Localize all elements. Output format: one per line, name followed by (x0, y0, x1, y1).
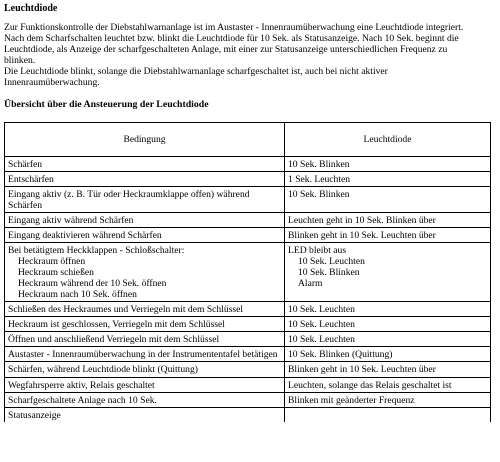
led-line: 10 Sek. Leuchten (298, 256, 365, 268)
section-title: Leuchtdiode (4, 3, 58, 14)
led-line: 10 Sek. Blinken (298, 267, 360, 279)
led-control-table (4, 122, 491, 422)
condition-cell: Schärfen, während Leuchtdiode blinkt (Quittung) (5, 362, 285, 377)
condition-cell: Schließen des Heckraumes und Verriegeln mit dem Schlüssel (5, 302, 285, 317)
table-row (5, 302, 491, 317)
led-cell: Blinken geht in 10 Sek. Leuchten über (285, 228, 491, 243)
led-cell: 10 Sek. Leuchten (285, 302, 491, 317)
led-cell: 10 Sek. Leuchten (285, 332, 491, 347)
table-row (5, 332, 491, 347)
condition-cell: Schärfen (5, 157, 285, 172)
led-cell: 10 Sek. Blinken (Quittung) (285, 347, 491, 362)
condition-line: Heckraum während der 10 Sek. öffnen (18, 278, 167, 290)
table-row (5, 377, 491, 392)
led-cell: 10 Sek. Blinken (285, 157, 491, 172)
condition-line: Bei betätigtem Heckklappen - Schloßschalter: (8, 245, 185, 257)
intro-paragraph-1: Zur Funktionskontrolle der Diebstahlwarnanlage ist im Austaster - Innenraumüberwachung eine Leuchtdiode integriert. Nach dem Scharfschalten leuchtet bzw. blinkt die Leuchtdiode für 10 Sek. als Statusanzeige. Nach 10 Sek. beginnt die Leuchtdiode, als Anzeige der scharfgeschalteten Anlage, mit einer zur Statusanzeige unterschiedlichen Frequenz zu blinken. (4, 22, 464, 67)
led-cell (285, 243, 491, 302)
condition-cell: Scharfgeschaltete Anlage nach 10 Sek. (5, 392, 285, 407)
table-row (5, 228, 491, 243)
table-row (5, 213, 491, 228)
table-row (5, 157, 491, 172)
condition-cell: Eingang deaktivieren während Schärfen (5, 228, 285, 243)
condition-cell: Statusanzeige (5, 407, 285, 422)
condition-cell: Eingang aktiv (z. B. Tür oder Heckraumklappe offen) während Schärfen (5, 187, 285, 213)
table-row (5, 243, 491, 302)
header-led: Leuchtdiode (285, 123, 491, 157)
condition-cell: Austaster - Innenraumüberwachung in der Instrumententafel betätigen (5, 347, 285, 362)
table-row (5, 317, 491, 332)
condition-cell: Wegfahrsperre aktiv, Relais geschaltet (5, 377, 285, 392)
led-cell: Blinken mit geänderter Frequenz (285, 392, 491, 407)
condition-line: Heckraum schießen (18, 267, 94, 279)
led-cell: 10 Sek. Leuchten (285, 317, 491, 332)
table-row (5, 362, 491, 377)
led-cell: Blinken geht in 10 Sek. Leuchten über (285, 362, 491, 377)
table-row (5, 187, 491, 213)
intro-text (4, 22, 474, 88)
led-line: LED bleibt aus (288, 245, 347, 257)
table-row (5, 347, 491, 362)
led-cell: 10 Sek. Blinken (285, 187, 491, 213)
led-line: Alarm (298, 278, 323, 290)
condition-cell: Heckraum ist geschlossen, Verriegeln mit dem Schlüssel (5, 317, 285, 332)
condition-cell: Entschärfen (5, 172, 285, 187)
table-row (5, 392, 491, 407)
condition-line: Heckraum nach 10 Sek. öffnen (18, 289, 137, 301)
intro-paragraph-2: Die Leuchtdiode blinkt, solange die Diebstahlwarnanlage scharfgeschaltet ist, auch bei nicht aktiver Innenraumüberwachung. (4, 66, 388, 89)
led-cell: Leuchten geht in 10 Sek. Blinken über (285, 213, 491, 228)
table-row (5, 172, 491, 187)
led-cell: Leuchten, solange das Relais geschaltet ist (285, 377, 491, 392)
condition-cell (5, 243, 285, 302)
table-row (5, 407, 491, 422)
table-header-row (5, 123, 491, 157)
table-heading: Übersicht über die Ansteuerung der Leuchtdiode (4, 99, 209, 110)
led-cell (285, 407, 491, 422)
condition-cell: Öffnen und anschließend Verriegeln mit dem Schlüssel (5, 332, 285, 347)
led-cell: 1 Sek. Leuchten (285, 172, 491, 187)
condition-line: Heckraum öffnen (18, 256, 86, 268)
header-condition: Bedingung (5, 123, 285, 157)
condition-cell: Eingang aktiv während Schärfen (5, 213, 285, 228)
